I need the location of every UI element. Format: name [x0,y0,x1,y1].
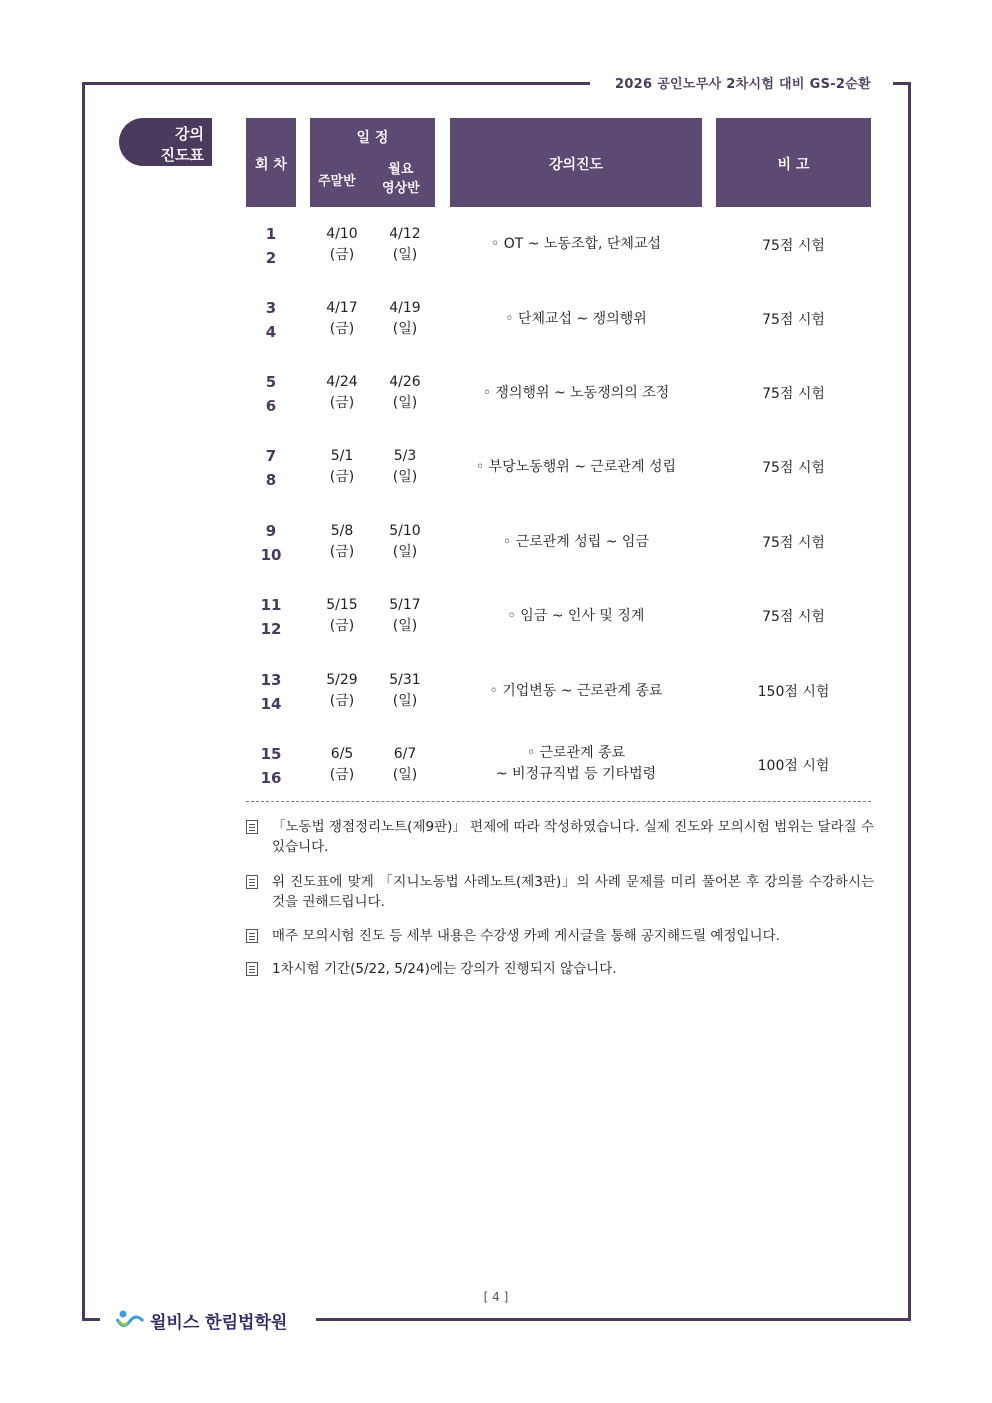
note-cell: 75점 시험 [762,386,825,402]
header-schedule-label: 일 정 [356,130,389,146]
table-row [246,519,871,569]
date-value: 5/3 [393,448,417,464]
progress-cell [450,606,702,627]
progress-line: ◦ 근로관계 성립 ~ 임금 [503,534,649,550]
monday-date [380,224,430,266]
document-icon [246,962,258,976]
progress-line: ◦ 기업변동 ~ 근로관계 종료 [489,683,663,699]
table-row [246,222,871,272]
table-row [246,668,871,718]
header-monday-line1: 월요 [388,162,414,177]
day-value: (금) [329,693,355,709]
frame-line [82,82,590,85]
day-value: (일) [392,544,418,560]
note-text: 1차시험 기간(5/22, 5/24)에는 강의가 진행되지 않습니다. [272,961,617,977]
day-value: (일) [392,247,418,263]
round-numbers [246,296,296,344]
weekend-date [317,670,367,712]
header-progress-label: 강의진도 [548,157,604,173]
round-number: 5 [265,373,277,391]
progress-line: ~ 비정규직법 등 기타법령 [495,766,657,782]
section-tab-line2: 진도표 [160,146,204,164]
note-text: 매주 모의시험 진도 등 세부 내용은 수강생 카페 게시글을 통해 공지해드릴 예정입니다. [272,928,780,944]
day-value: (일) [392,395,418,411]
frame-line [82,82,85,1320]
day-value: (일) [392,321,418,337]
round-number: 7 [265,447,277,465]
date-value: 4/24 [326,374,358,390]
page-header-title: 2026 공인노무사 2차시험 대비 GS-2순환 [614,77,871,92]
day-value: (금) [329,618,355,634]
note-cell: 100점 시험 [757,758,830,774]
day-value: (금) [329,544,355,560]
progress-line: ◦ OT ~ 노동조합, 단체교섭 [490,236,661,252]
date-value: 5/15 [326,597,358,613]
round-numbers [246,593,296,641]
weekend-date [317,298,367,340]
round-numbers [246,370,296,418]
header-progress [450,118,702,207]
date-value: 6/5 [330,746,354,762]
day-value: (금) [329,395,355,411]
date-value: 5/29 [326,672,358,688]
date-value: 6/7 [393,746,417,762]
weekend-date [317,224,367,266]
progress-line: ◦ 쟁의행위 ~ 노동쟁의의 조정 [482,385,670,401]
note-cell: 75점 시험 [762,535,825,551]
day-value: (금) [329,247,355,263]
divider [246,801,871,802]
logo-icon [116,1309,144,1331]
date-value: 5/8 [330,523,354,539]
table-row [246,444,871,494]
day-value: (금) [329,321,355,337]
progress-cell [450,457,702,478]
note-item [246,872,874,914]
table-row [246,370,871,420]
round-number: 8 [265,471,277,489]
round-number: 10 [260,546,282,564]
monday-date [380,372,430,414]
progress-line: ◦ 임금 ~ 인사 및 징계 [507,608,645,624]
frame-line [316,1318,911,1321]
progress-cell [450,681,702,702]
weekend-date [317,372,367,414]
publisher-logo [112,1306,312,1334]
round-numbers [246,519,296,567]
note-item [246,926,874,948]
date-value: 5/31 [389,672,421,688]
header-monday-label [382,160,420,198]
header-note [716,118,871,207]
header-schedule [310,118,435,207]
weekend-date [317,744,367,786]
round-number: 3 [265,299,277,317]
header-weekend-label: 주말반 [318,174,356,189]
day-value: (일) [392,767,418,783]
monday-date [380,298,430,340]
note-text: 「노동법 쟁점정리노트(제9판)」 편제에 따라 작성하였습니다. 실제 진도와 모의시험 범위는 달라질 수 있습니다. [272,819,874,855]
note-cell: 75점 시험 [762,312,825,328]
table-row [246,296,871,346]
header-monday-line2: 영상반 [382,181,420,196]
day-value: (일) [392,693,418,709]
note-item [246,959,874,981]
round-number: 16 [260,769,282,787]
date-value: 5/10 [389,523,421,539]
section-tab [119,118,212,166]
weekend-date [317,446,367,488]
date-value: 5/17 [389,597,421,613]
round-number: 4 [265,323,277,341]
date-value: 4/19 [389,300,421,316]
round-number: 11 [260,596,282,614]
date-value: 5/1 [330,448,354,464]
document-icon [246,929,258,943]
round-numbers [246,742,296,790]
round-number: 9 [265,522,277,540]
monday-date [380,595,430,637]
note-cell: 75점 시험 [762,460,825,476]
progress-line: ◦ 근로관계 종료 [526,745,626,761]
round-number: 12 [260,620,282,638]
day-value: (금) [329,469,355,485]
header-round-label: 회 차 [255,157,287,173]
page-number: [ 4 ] [483,1290,509,1304]
date-value: 4/12 [389,226,421,242]
note-cell: 75점 시험 [762,238,825,254]
header-round [246,118,296,207]
round-numbers [246,444,296,492]
progress-cell [450,383,702,404]
frame-line [908,82,911,1320]
round-numbers [246,222,296,270]
day-value: (일) [392,469,418,485]
progress-line: ◦ 단체교섭 ~ 쟁의행위 [505,311,647,327]
table-row [246,593,871,643]
note-cell: 75점 시험 [762,609,825,625]
weekend-date [317,595,367,637]
round-number: 13 [260,671,282,689]
progress-line: ◦ 부당노동행위 ~ 근로관계 성립 [475,459,677,475]
monday-date [380,670,430,712]
header-note-label: 비 고 [777,157,810,173]
monday-date [380,446,430,488]
round-number: 15 [260,745,282,763]
date-value: 4/10 [326,226,358,242]
section-tab-line1: 강의 [175,125,204,143]
progress-cell [450,532,702,553]
round-numbers [246,668,296,716]
note-item [246,817,874,859]
logo-text: 윌비스 한림법학원 [150,1313,288,1333]
day-value: (일) [392,618,418,634]
note-cell: 150점 시험 [757,684,830,700]
weekend-date [317,521,367,563]
progress-cell [450,743,702,785]
date-value: 4/26 [389,374,421,390]
progress-cell [450,234,702,255]
table-row [246,742,871,792]
monday-date [380,744,430,786]
round-number: 6 [265,397,277,415]
round-number: 1 [265,225,277,243]
progress-cell [450,309,702,330]
frame-line [82,1318,100,1321]
document-icon [246,820,258,834]
monday-date [380,521,430,563]
note-text: 위 진도표에 맞게 「지니노동법 사례노트(제3판)」의 사례 문제를 미리 풀어본 후 강의를 수강하시는 것을 권해드립니다. [272,874,874,910]
day-value: (금) [329,767,355,783]
document-icon [246,875,258,889]
round-number: 14 [260,695,282,713]
date-value: 4/17 [326,300,358,316]
round-number: 2 [265,249,277,267]
